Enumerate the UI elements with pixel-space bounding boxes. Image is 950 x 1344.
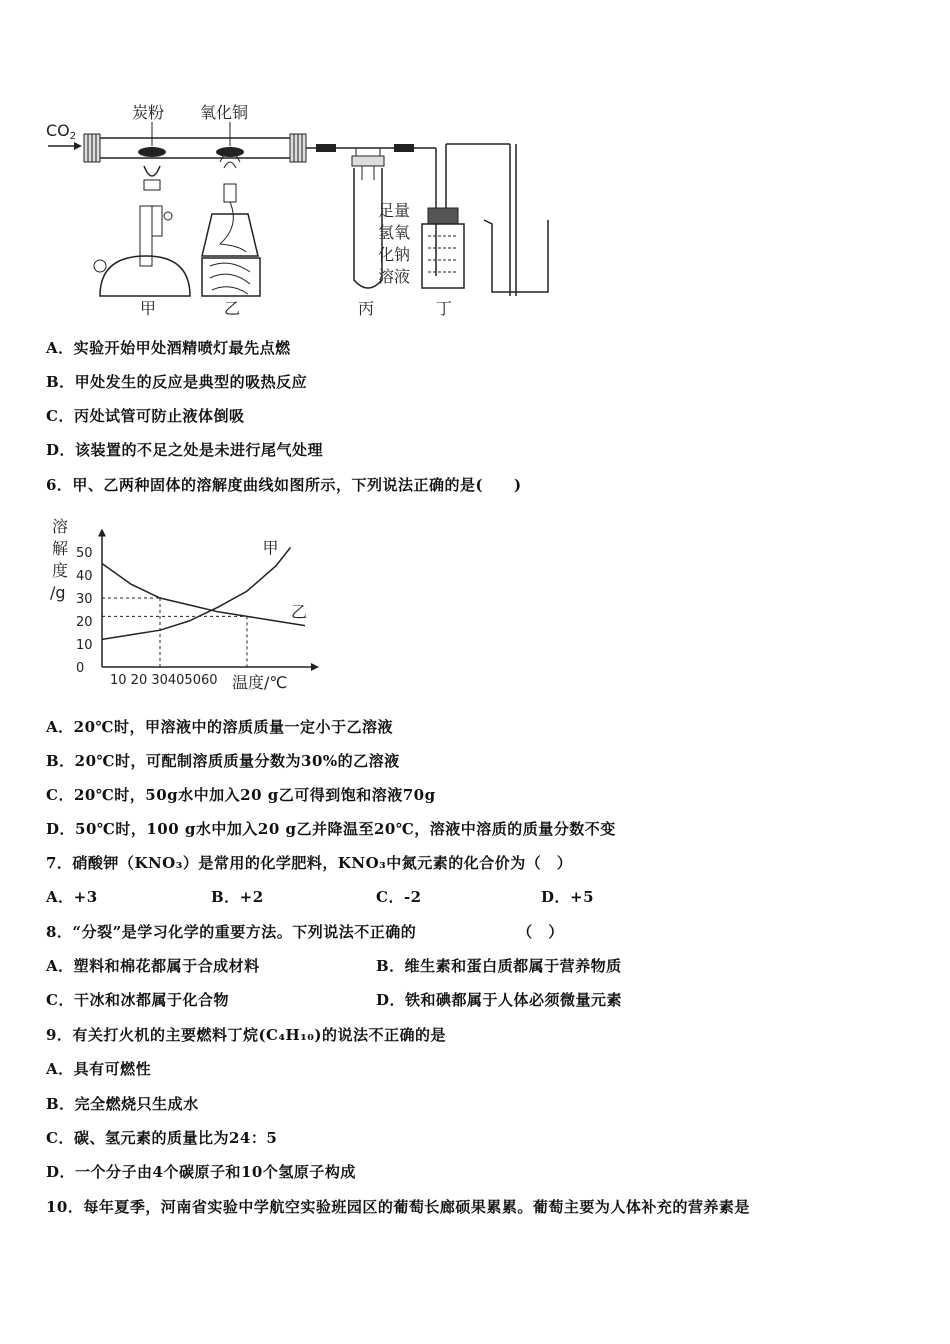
apparatus-figure (40, 96, 560, 326)
q6-stem: 6．甲、乙两种固体的溶解度曲线如图所示，下列说法正确的是( ) (46, 476, 522, 494)
q9-option-c: C．碳、氢元素的质量比为24：5 (46, 1129, 278, 1147)
x-axis-arrow (311, 663, 319, 671)
y-tick-label: 20 (76, 615, 93, 630)
y-tick-label: 30 (76, 592, 93, 607)
naoh-line-3: 化钠 (378, 245, 411, 264)
y-tick-label: 0 (76, 661, 85, 676)
q6-option-d: D．50℃时，100 g水中加入20 g乙并降温至20℃，溶液中溶质的质量分数不变 (46, 820, 616, 838)
y-tick-label: 10 (76, 638, 93, 653)
series-label-1: 甲 (262, 538, 279, 558)
q7-option-d: D．+5 (541, 888, 595, 906)
q6-option-c: C．20℃时，50g水中加入20 g乙可得到饱和溶液70g (46, 786, 436, 804)
q7-option-a: A．+3 (46, 888, 98, 906)
ylabel-char-4: /g (50, 583, 66, 602)
ylabel-char-3: 度 (52, 561, 69, 580)
label-yi: 乙 (224, 299, 241, 318)
label-bing: 丙 (358, 299, 375, 318)
q9-option-b: B．完全燃烧只生成水 (46, 1095, 199, 1113)
naoh-line-1: 足量 (378, 201, 411, 220)
naoh-line-4: 溶液 (378, 267, 411, 286)
q8-option-a: A．塑料和棉花都属于合成材料 (46, 957, 260, 975)
x-tick-labels: 10 20 30405060 (110, 673, 218, 688)
solubility-chart (44, 512, 308, 692)
q5-option-c: C．丙处试管可防止液体倒吸 (46, 407, 245, 425)
alcohol-lamp-yi (202, 152, 260, 296)
q5-option-d: D．该装置的不足之处是未进行尾气处理 (46, 441, 324, 459)
q8-option-b: B．维生素和蛋白质都属于营养物质 (376, 957, 622, 975)
label-cuo: 氧化铜 (200, 103, 249, 122)
q5-option-a: A．实验开始甲处酒精喷灯最先点燃 (46, 339, 291, 357)
q9-option-d: D．一个分子由4个碳原子和10个氢原子构成 (46, 1163, 356, 1181)
label-jia: 甲 (140, 299, 157, 318)
series-label-2: 乙 (291, 602, 308, 622)
ylabel-char-1: 溶 (52, 517, 69, 536)
q6-option-a: A．20℃时，甲溶液中的溶质质量一定小于乙溶液 (46, 718, 393, 736)
q7-option-c: C．-2 (376, 888, 422, 906)
reaction-tube (96, 138, 294, 158)
q9-stem: 9．有关打火机的主要燃料丁烷(C₄H₁₀)的说法不正确的是 (46, 1026, 446, 1044)
y-axis-arrow (98, 529, 106, 537)
naoh-line-2: 氢氧 (378, 223, 411, 242)
carbon-powder (138, 147, 166, 157)
y-tick-label: 40 (76, 569, 93, 584)
label-ding: 丁 (436, 299, 453, 318)
x-axis-label: 温度/℃ (232, 673, 288, 692)
ylabel-char-2: 解 (52, 539, 69, 558)
q8-option-d: D．铁和碘都属于人体必须微量元素 (376, 991, 623, 1009)
q10-stem: 10．每年夏季，河南省实验中学航空实验班园区的葡萄长廊硕果累累。葡萄主要为人体补充的营养素是 (46, 1198, 750, 1216)
label-carbon: 炭粉 (132, 103, 165, 122)
q6-option-b: B．20℃时，可配制溶质质量分数为30%的乙溶液 (46, 752, 400, 770)
q8-stem: 8．“分裂”是学习化学的重要方法。下列说法不正确的 （ ） (46, 923, 564, 941)
q5-option-b: B．甲处发生的反应是典型的吸热反应 (46, 373, 308, 391)
q7-option-b: B．+2 (211, 888, 264, 906)
q8-option-c: C．干冰和冰都属于化合物 (46, 991, 229, 1009)
blast-lamp-jia (94, 166, 190, 296)
y-tick-label: 50 (76, 546, 93, 561)
q9-option-a: A．具有可燃性 (46, 1060, 152, 1078)
wash-bottle-ding (422, 144, 516, 296)
q7-stem: 7．硝酸钾（KNO₃）是常用的化学肥料，KNO₃中氮元素的化合价为（ ） (46, 854, 573, 872)
gas-label: CO2 (46, 121, 77, 142)
series-line-1 (102, 547, 291, 639)
